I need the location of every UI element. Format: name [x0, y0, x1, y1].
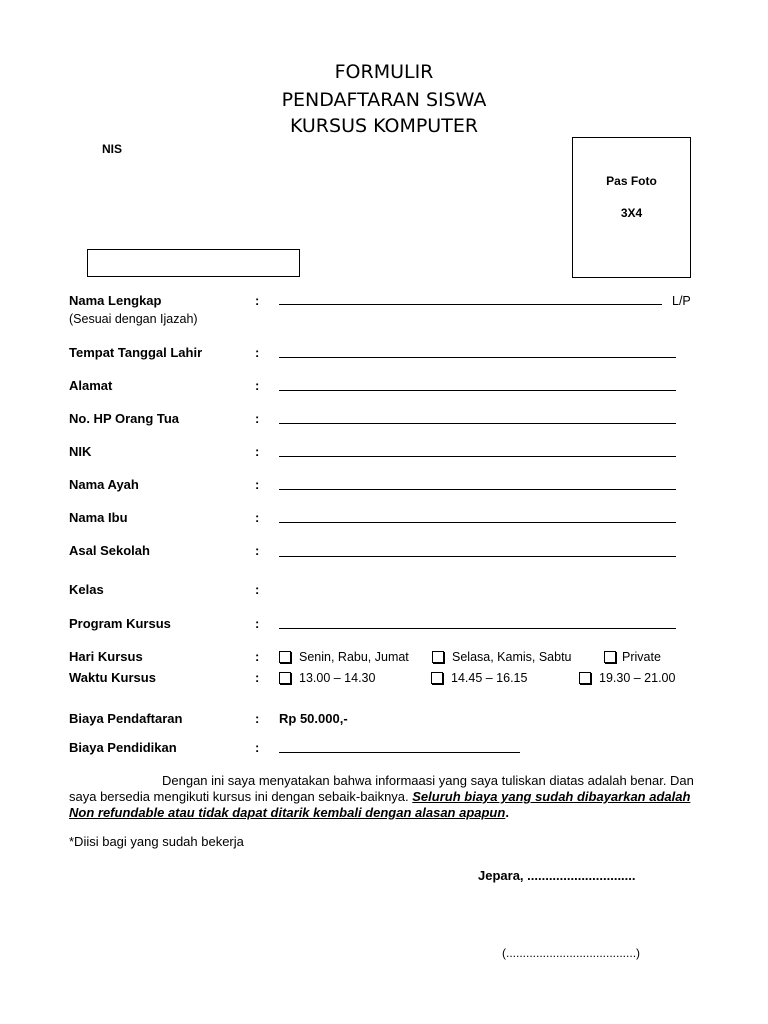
signature-line: (.......................................) — [502, 946, 641, 960]
hari-colon: : — [255, 649, 260, 664]
biaya-daftar-colon: : — [255, 711, 260, 726]
waktu-option-1-checkbox[interactable] — [279, 672, 291, 684]
waktu-option-2-label: 14.45 – 16.15 — [451, 671, 528, 685]
nik-field[interactable] — [279, 456, 676, 457]
nama-lengkap-label: Nama Lengkap — [69, 293, 162, 308]
form-title-line-1: FORMULIR — [334, 61, 434, 83]
gender-label: L/P — [672, 294, 691, 308]
ayah-label: Nama Ayah — [69, 477, 139, 492]
sekolah-label: Asal Sekolah — [69, 543, 150, 558]
waktu-option-1-label: 13.00 – 14.30 — [299, 671, 376, 685]
statement-end: . — [505, 805, 509, 820]
nik-colon: : — [255, 444, 260, 459]
waktu-option-3-checkbox[interactable] — [579, 672, 591, 684]
hari-label: Hari Kursus — [69, 649, 143, 664]
hari-option-1-label: Senin, Rabu, Jumat — [299, 650, 409, 664]
ibu-label: Nama Ibu — [69, 510, 128, 525]
hp-field[interactable] — [279, 423, 676, 424]
program-label: Program Kursus — [69, 616, 171, 631]
nik-label: NIK — [69, 444, 92, 459]
ibu-colon: : — [255, 510, 260, 525]
alamat-colon: : — [255, 378, 260, 393]
ttl-colon: : — [255, 345, 260, 360]
sekolah-colon: : — [255, 543, 260, 558]
alamat-label: Alamat — [69, 378, 113, 393]
sekolah-field[interactable] — [279, 556, 676, 557]
waktu-label: Waktu Kursus — [69, 670, 156, 685]
biaya-didik-field[interactable] — [279, 752, 520, 753]
kelas-colon: : — [255, 582, 260, 597]
form-title-line-3: KURSUS KOMPUTER — [289, 115, 479, 137]
hari-option-3-label: Private — [622, 650, 661, 664]
statement-text: Dengan ini saya menyatakan bahwa informaasi yang saya tuliskan diatas adalah benar. Dan saya bersedia mengikuti kursus ini dengan sebaik-baiknya. — [69, 773, 694, 804]
form-title-line-2: PENDAFTARAN SISWA — [281, 89, 487, 111]
biaya-didik-colon: : — [255, 740, 260, 755]
ttl-label: Tempat Tanggal Lahir — [69, 345, 203, 360]
nama-lengkap-field[interactable] — [279, 304, 662, 305]
nis-input-box[interactable] — [87, 249, 300, 277]
nama-lengkap-colon: : — [255, 293, 260, 308]
ayah-field[interactable] — [279, 489, 676, 490]
biaya-daftar-value: Rp 50.000,- — [279, 711, 348, 726]
hari-option-2-label: Selasa, Kamis, Sabtu — [452, 650, 572, 664]
program-field[interactable] — [279, 628, 676, 629]
worker-note: *Diisi bagi yang sudah bekerja — [69, 834, 244, 849]
place-date: Jepara, .............................. — [478, 868, 636, 883]
photo-box — [572, 137, 691, 278]
statement-emphasis: Seluruh biaya yang sudah dibayarkan adalah Non refundable atau tidak dapat ditarik kembali dengan alasan apapun — [69, 789, 691, 820]
photo-size-label: 3X4 — [620, 206, 643, 220]
waktu-colon: : — [255, 670, 260, 685]
hari-option-2-checkbox[interactable] — [432, 651, 444, 663]
nama-lengkap-note: (Sesuai dengan Ijazah) — [69, 312, 198, 326]
alamat-field[interactable] — [279, 390, 676, 391]
photo-label: Pas Foto — [606, 174, 657, 188]
ibu-field[interactable] — [279, 522, 676, 523]
ttl-field[interactable] — [279, 357, 676, 358]
biaya-didik-label: Biaya Pendidikan — [69, 740, 177, 755]
ayah-colon: : — [255, 477, 260, 492]
nis-label: NIS — [102, 142, 123, 156]
statement-paragraph — [69, 773, 709, 821]
hari-option-3-checkbox[interactable] — [604, 651, 616, 663]
kelas-label: Kelas — [69, 582, 104, 597]
waktu-option-2-checkbox[interactable] — [431, 672, 443, 684]
hp-label: No. HP Orang Tua — [69, 411, 180, 426]
program-colon: : — [255, 616, 260, 631]
hp-colon: : — [255, 411, 260, 426]
waktu-option-3-label: 19.30 – 21.00 — [599, 671, 676, 685]
hari-option-1-checkbox[interactable] — [279, 651, 291, 663]
biaya-daftar-label: Biaya Pendaftaran — [69, 711, 183, 726]
